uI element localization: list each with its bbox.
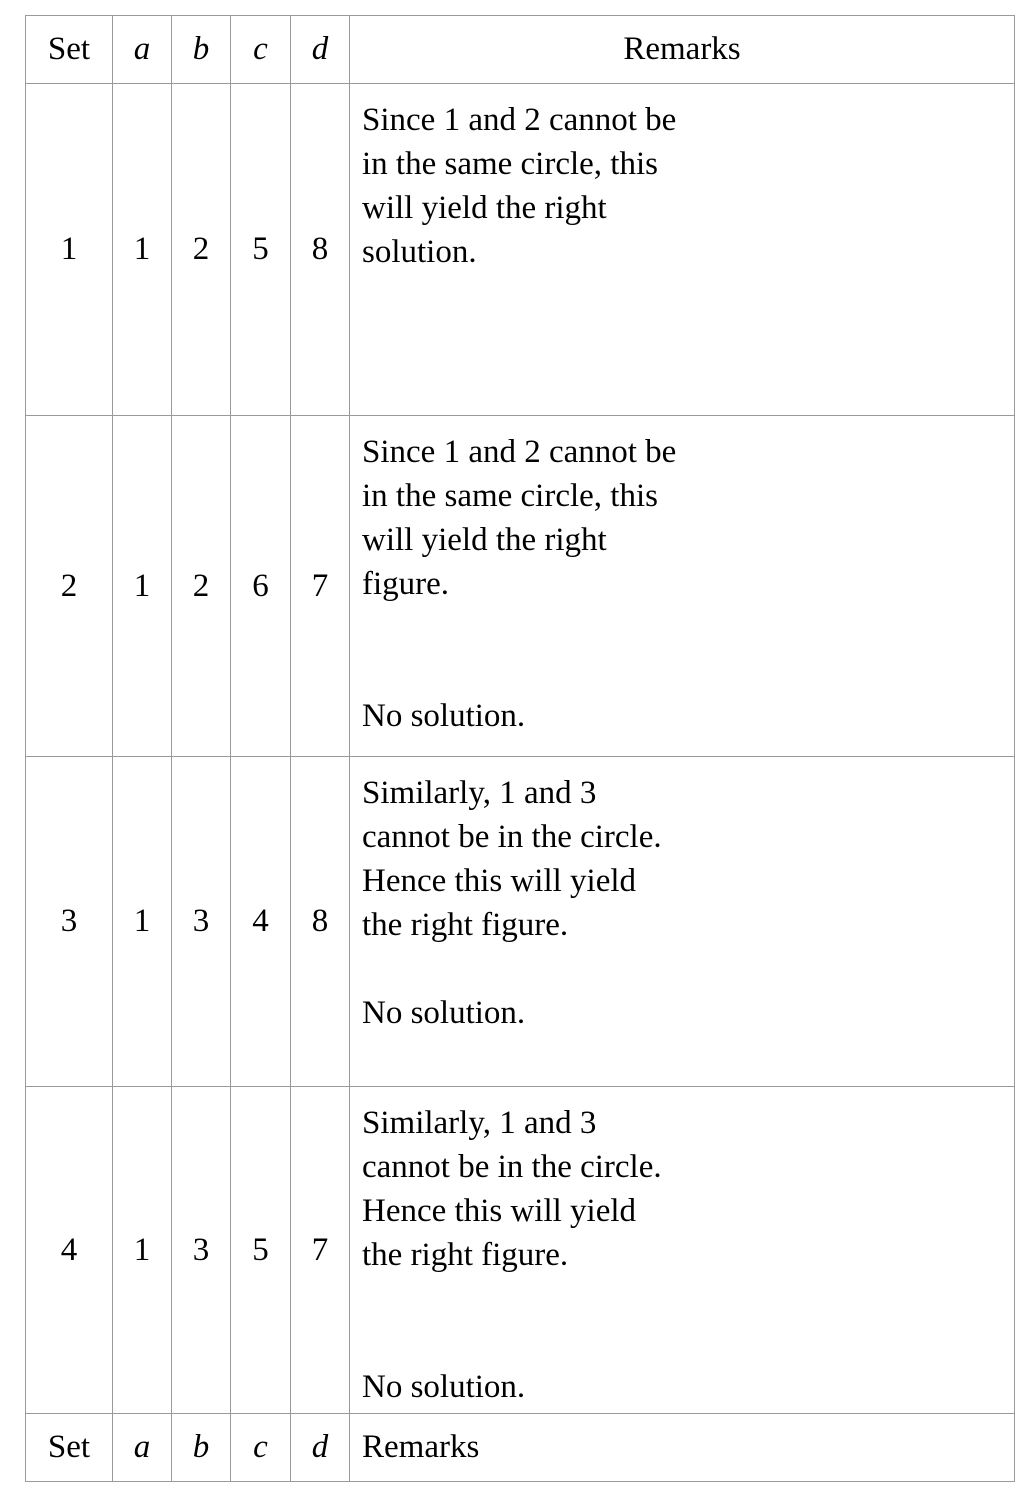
footer-c: c [231, 1414, 291, 1482]
remark-line: the right figure. [362, 1237, 569, 1273]
remark-line: Since 1 and 2 cannot be [362, 434, 677, 470]
remark-conclusion: No solution. [362, 995, 526, 1031]
cell-set: 2 [26, 416, 113, 757]
header-c: c [231, 16, 291, 84]
cell-d: 7 [291, 416, 350, 757]
footer-set: Set [26, 1414, 113, 1482]
footer-remarks: Remarks [350, 1414, 1015, 1482]
remark-line: the right figure. [362, 907, 569, 943]
cell-d: 8 [291, 84, 350, 416]
footer-a: a [113, 1414, 172, 1482]
cell-d: 7 [291, 1087, 350, 1414]
header-d: d [291, 16, 350, 84]
remark-line: in the same circle, this [362, 478, 658, 514]
cell-b: 3 [172, 1087, 231, 1414]
footer-d: d [291, 1414, 350, 1482]
solution-table [25, 15, 1015, 1482]
table-row [26, 1087, 1015, 1414]
cell-c: 5 [231, 1087, 291, 1414]
footer-b: b [172, 1414, 231, 1482]
cell-a: 1 [113, 84, 172, 416]
cell-a: 1 [113, 1087, 172, 1414]
cell-remarks [350, 757, 1015, 1087]
cell-d: 8 [291, 757, 350, 1087]
cell-c: 4 [231, 757, 291, 1087]
header-b: b [172, 16, 231, 84]
remark-line: figure. [362, 566, 450, 602]
cell-remarks [350, 84, 1015, 416]
cell-remarks [350, 416, 1015, 757]
remark-line: Hence this will yield [362, 863, 637, 899]
table-row [26, 416, 1015, 757]
remark-line: in the same circle, this [362, 146, 658, 182]
remark-line: Hence this will yield [362, 1193, 637, 1229]
header-set: Set [26, 16, 113, 84]
remark-line: solution. [362, 234, 477, 270]
remark-conclusion: No solution. [362, 698, 526, 734]
cell-b: 3 [172, 757, 231, 1087]
remark-line: cannot be in the circle. [362, 819, 662, 855]
header-row [26, 16, 1015, 84]
remark-line: Similarly, 1 and 3 [362, 1105, 597, 1141]
header-remarks: Remarks [350, 16, 1015, 84]
cell-remarks [350, 1087, 1015, 1414]
cell-b: 2 [172, 416, 231, 757]
remark-line: Since 1 and 2 cannot be [362, 102, 677, 138]
cell-a: 1 [113, 416, 172, 757]
cell-b: 2 [172, 84, 231, 416]
remark-conclusion: No solution. [362, 1369, 526, 1405]
cell-set: 4 [26, 1087, 113, 1414]
cell-set: 3 [26, 757, 113, 1087]
header-a: a [113, 16, 172, 84]
remark-line: cannot be in the circle. [362, 1149, 662, 1185]
cell-a: 1 [113, 757, 172, 1087]
cell-set: 1 [26, 84, 113, 416]
table-row [26, 84, 1015, 416]
cell-c: 6 [231, 416, 291, 757]
table-row [26, 757, 1015, 1087]
remark-line: Similarly, 1 and 3 [362, 775, 597, 811]
footer-row [26, 1414, 1015, 1482]
remark-line: will yield the right [362, 522, 607, 558]
cell-c: 5 [231, 84, 291, 416]
remark-line: will yield the right [362, 190, 607, 226]
